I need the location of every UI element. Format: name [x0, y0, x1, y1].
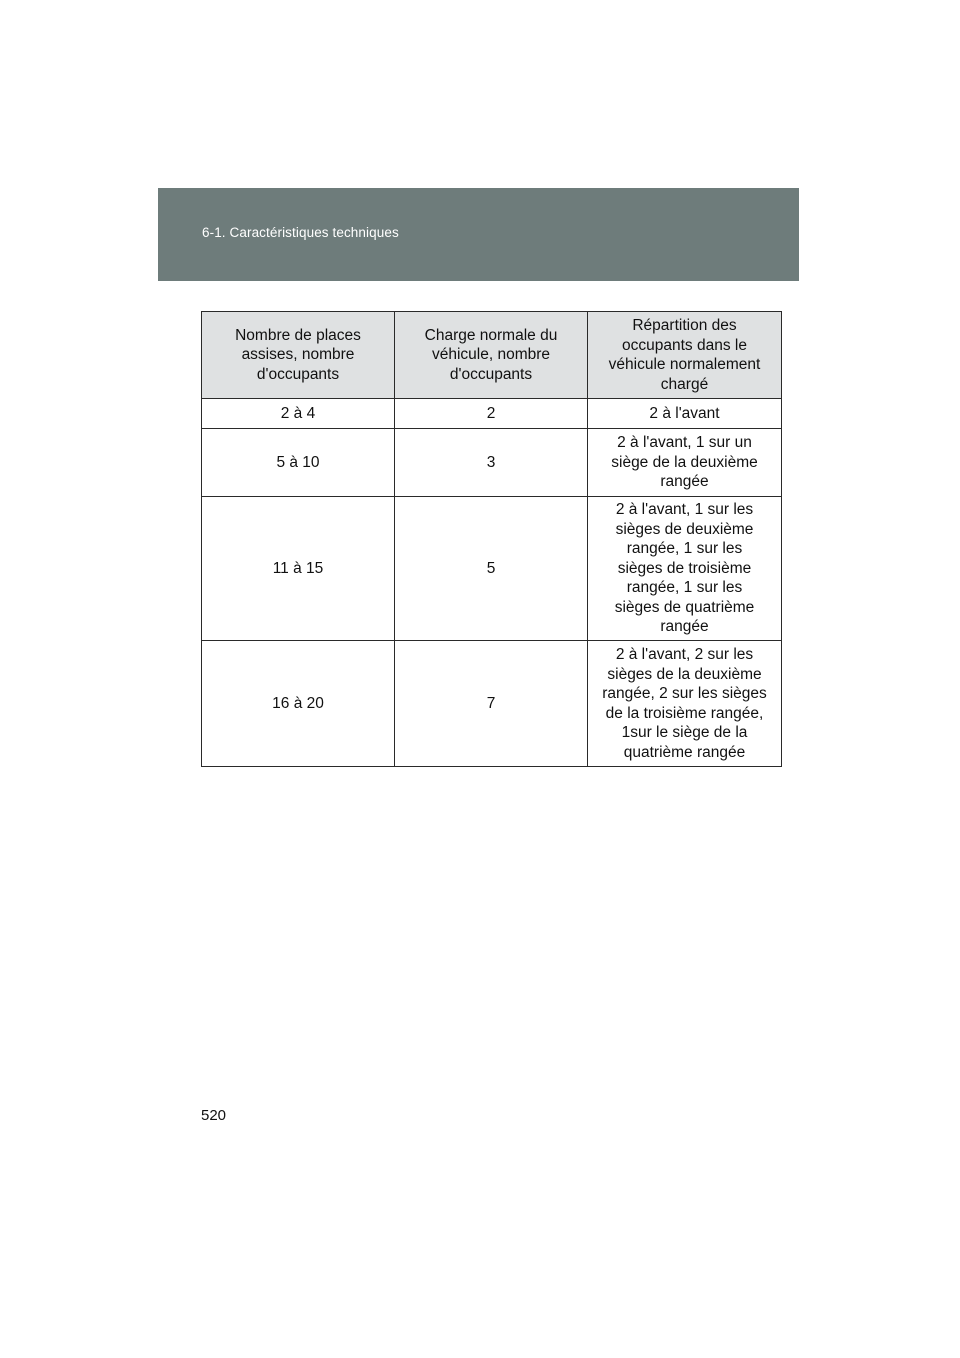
table-row — [202, 497, 782, 641]
occupant-distribution-cell: 2 à l'avant, 2 sur les sièges de la deuxième rangée, 2 sur les sièges de la troisième rangée, 1sur le siège de la quatrième rangée — [588, 641, 782, 767]
page-number: 520 — [201, 1107, 227, 1124]
column-header-occupant-distribution: Répartition des occupants dans le véhicule normalement chargé — [588, 312, 782, 399]
occupant-distribution-cell: 2 à l'avant, 1 sur les sièges de deuxième rangée, 1 sur les sièges de troisième rangée, 1 sur les sièges de quatrième rangée — [588, 497, 782, 641]
section-title: 6-1. Caractéristiques techniques — [202, 225, 399, 240]
table-row — [202, 399, 782, 429]
normal-load-cell: 7 — [395, 641, 588, 767]
table-header-row — [202, 312, 782, 399]
normal-load-cell: 3 — [395, 429, 588, 497]
occupant-distribution-cell: 2 à l'avant, 1 sur un siège de la deuxième rangée — [588, 429, 782, 497]
normal-load-cell: 5 — [395, 497, 588, 641]
section-header-band — [158, 188, 799, 281]
column-header-normal-load: Charge normale du véhicule, nombre d'occupants — [395, 312, 588, 399]
seating-capacity-cell: 2 à 4 — [202, 399, 395, 429]
table-row — [202, 641, 782, 767]
seating-capacity-cell: 5 à 10 — [202, 429, 395, 497]
seating-capacity-cell: 16 à 20 — [202, 641, 395, 767]
column-header-seating-capacity: Nombre de places assises, nombre d'occupants — [202, 312, 395, 399]
normal-load-cell: 2 — [395, 399, 588, 429]
occupant-distribution-cell: 2 à l'avant — [588, 399, 782, 429]
table-row — [202, 429, 782, 497]
seating-capacity-cell: 11 à 15 — [202, 497, 395, 641]
occupant-load-table — [201, 311, 782, 767]
